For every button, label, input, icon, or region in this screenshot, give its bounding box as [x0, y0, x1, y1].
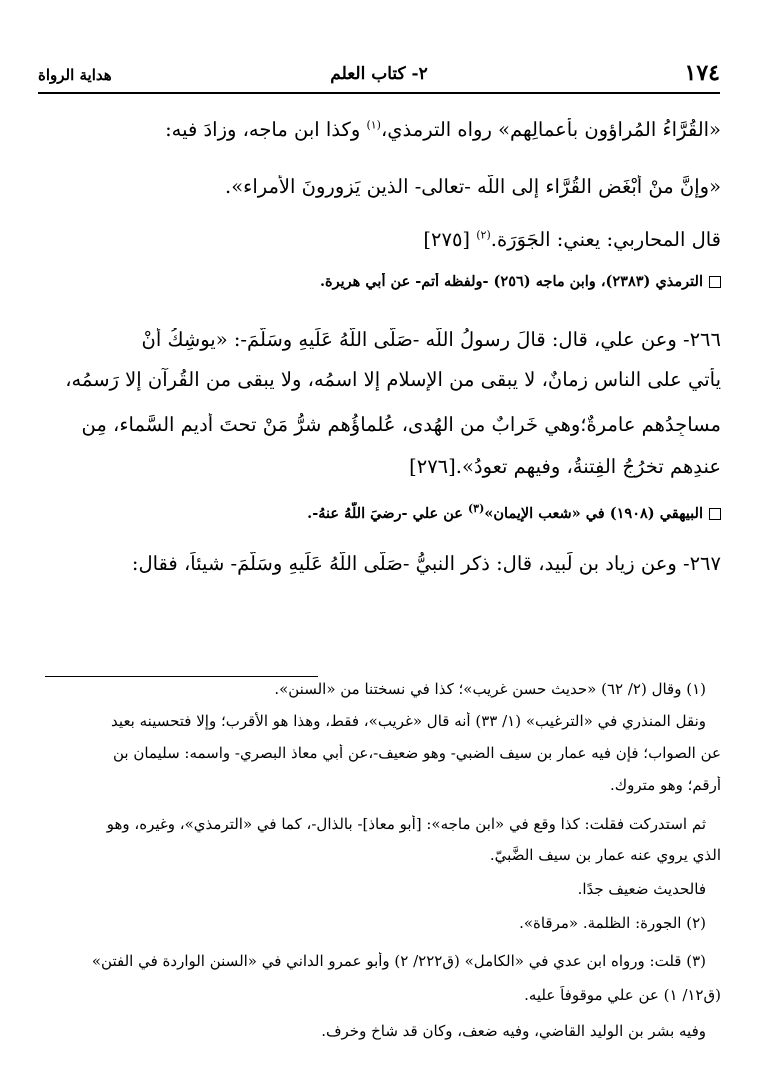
- footnote-1-cont-1: ونقل المنذري في «الترغيب» (١/ ٣٣) أنه قال «غريب»، فقط، وهذا هو الأقرب؛ وإلا فتحسينه بعيد: [111, 712, 706, 730]
- footnote-1: (١) وقال (٢/ ٦٢) «حديث حسن غريب»؛ كذا في نسختنا من «السنن».: [274, 680, 706, 698]
- footnote-1-cont-4: ثم استدركت فقلت: كذا وقع في «ابن ماجه»: [أبو معاذ]- بالذال-، كما في «الترمذي»، وغيره، وهو: [106, 815, 706, 833]
- footnote-3: (٣) قلت: ورواه ابن عدي في «الكامل» (ق٢٢٢/ ٢) وأبو عمرو الداني في «السنن الواردة في الفتن»: [91, 952, 706, 970]
- footnote-ref-1: (١): [366, 118, 381, 132]
- footnote-ref-2: (٢): [476, 228, 491, 242]
- line-3-b: [٢٧٥]: [423, 228, 477, 251]
- text-line-5: يأتي على الناس زمانٌ، لا يبقى من الإسلام إلا اسمُه، ولا يبقى من القُرآنِ إلا رَسمُه،: [65, 368, 721, 391]
- text-line-1: [38, 118, 721, 141]
- text-line-3: [38, 228, 721, 251]
- source-line-1: [38, 273, 721, 290]
- text-line-7: عندِهم تخرُجُ الفِتنةُ، وفيهم تعودُ».[٢٧٦]: [409, 455, 721, 478]
- source-text-1: الترمذي (٢٣٨٣)، وابن ماجه (٢٥٦) -ولفظه أتم- عن أبي هريرة.: [319, 273, 703, 290]
- text-line-2: «وإنَّ منْ أبْغَض القُرَّاء إلى اللّه -تعالى- الذين يَزورونَ الأمراء».: [225, 175, 721, 198]
- checkbox-square-icon: [709, 276, 721, 288]
- page-number: ١٧٤: [684, 60, 720, 86]
- chapter-title: ٢- كتاب العلم: [330, 64, 428, 84]
- footnote-1-cont-6: فالحديث ضعيف جدًا.: [577, 880, 706, 898]
- line-1-a: «القُرَّاءُ المُراؤون بأعمالِهم» رواه الترمذي،: [380, 118, 721, 141]
- line-1-b: وكذا ابن ماجه، وزادَ فيه:: [165, 118, 367, 141]
- footnote-2: (٢) الجورة: الظلمة. «مرقاة».: [519, 914, 706, 932]
- footnote-3-cont-1: (ق١٢/ ١) عن علي موقوفاً عليه.: [524, 986, 721, 1004]
- footnote-1-cont-5: الذي يروي عنه عمار بن سيف الضَّبيّ.: [489, 846, 721, 864]
- source-text-2a: البيهقي (١٩٠٨) في «شعب الإيمان»: [484, 504, 703, 522]
- checkbox-square-icon: [709, 508, 721, 520]
- footnote-3-cont-2: وفيه بشر بن الوليد القاضي، وفيه ضعف، وكان قد شاخ وخرف.: [321, 1022, 706, 1040]
- text-line-4: ٢٦٦- وعن علي، قال: قالَ رسولُ اللّه -صَلَّى اللّهُ عَلَيهِ وسَلَّمَ-: «يوشِكُ أنْ: [141, 328, 721, 351]
- footnote-1-cont-3: أرقم؛ وهو متروك.: [610, 776, 721, 794]
- footnote-ref-3: (٣): [467, 502, 485, 515]
- line-3-a: قال المحاربي: يعني: الجَوَرَة.: [490, 228, 721, 251]
- source-line-2: [38, 502, 721, 522]
- source-text-2b: عن علي -رضيَ اللّهُ عنهُ-.: [307, 504, 468, 522]
- footnote-1-cont-2: عن الصواب؛ فإن فيه عمار بن سيف الضبي- وهو ضعيف-،عن أبي معاذ البصري- واسمه: سليمان بن: [112, 744, 721, 762]
- text-line-6: مساجِدُهم عامرةٌ؛وهي خَرابٌ من الهُدى، عُلماؤُهم شرُّ مَنْ تحتَ أديمِ السَّماء، مِن: [81, 413, 721, 436]
- page-header: [38, 58, 720, 94]
- text-line-8: ٢٦٧- وعن زياد بن لَبيد، قال: ذكر النبيُّ -صَلَّى اللّهُ عَلَيهِ وسَلَّمَ- شيئاً، فقال:: [131, 552, 721, 575]
- book-title: هداية الرواة: [38, 66, 112, 84]
- footnote-divider: [45, 676, 318, 677]
